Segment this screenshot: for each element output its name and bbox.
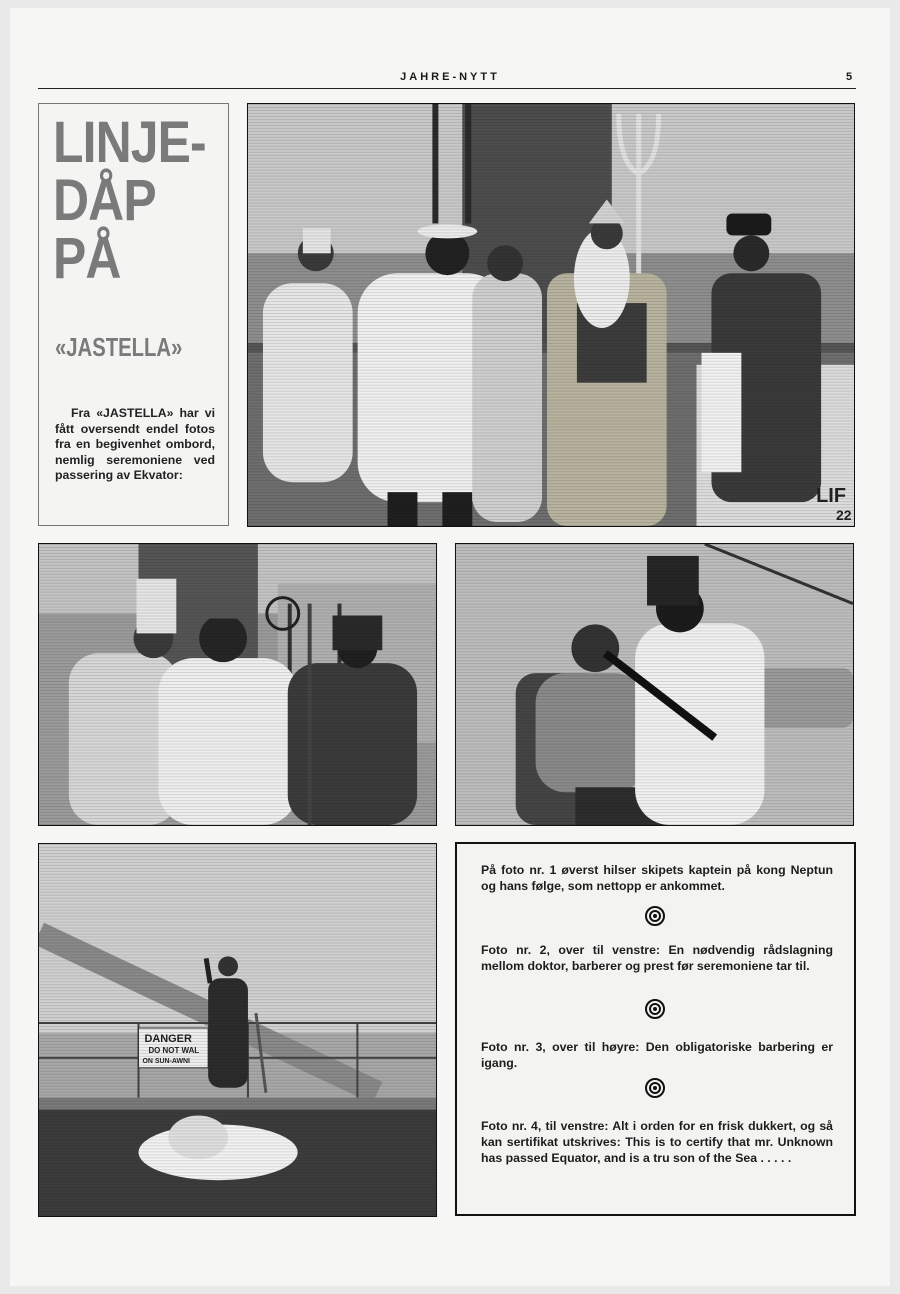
article-title bbox=[53, 110, 206, 291]
title-box bbox=[38, 103, 229, 526]
header-rule bbox=[38, 88, 856, 89]
photo-4-image bbox=[39, 844, 436, 1216]
photo-3-shaving bbox=[455, 543, 854, 826]
photo-3-image bbox=[456, 544, 853, 825]
caption-photo-2: Foto nr. 2, over til venstre: En nødvendig rådslagning mellom doktor, barberer og prest før seremoniene tar til. bbox=[481, 943, 833, 973]
title-line-1: LINJE- bbox=[53, 110, 206, 175]
photo-1-neptune-greeting bbox=[247, 103, 855, 527]
photo-4-dunking bbox=[38, 843, 437, 1217]
title-line-3: PÅ bbox=[53, 226, 121, 291]
intro-text: Fra «JASTELLA» har vi fått oversendt endel fotos fra en begivenhet ombord, nemlig seremoniene ved passering av Ekvator: bbox=[55, 406, 215, 482]
photo-1-image bbox=[248, 104, 854, 526]
title-line-2: DÅP bbox=[53, 168, 156, 233]
photo-2-consultation bbox=[38, 543, 437, 826]
photo-2-image bbox=[39, 544, 436, 825]
caption-photo-1: På foto nr. 1 øverst hilser skipets kaptein på kong Neptun og hans følge, som nettopp er ankommet. bbox=[481, 863, 833, 893]
captions-box bbox=[455, 842, 856, 1216]
ship-name: «JASTELLA» bbox=[55, 332, 183, 362]
target-separator-icon bbox=[645, 1078, 665, 1098]
page-number: 5 bbox=[846, 71, 853, 83]
target-separator-icon bbox=[645, 999, 665, 1019]
caption-photo-4: Foto nr. 4, til venstre: Alt i orden for en frisk dukkert, og så kan sertifikat utskrives: This is to certify that mr. Unknown has passed Equator, and is a tru son of the Sea . . . . . bbox=[481, 1119, 833, 1165]
running-title: JAHRE-NYTT bbox=[400, 71, 500, 83]
target-separator-icon bbox=[645, 906, 665, 926]
caption-photo-3: Foto nr. 3, over til høyre: Den obligatoriske barbering er igang. bbox=[481, 1040, 833, 1070]
